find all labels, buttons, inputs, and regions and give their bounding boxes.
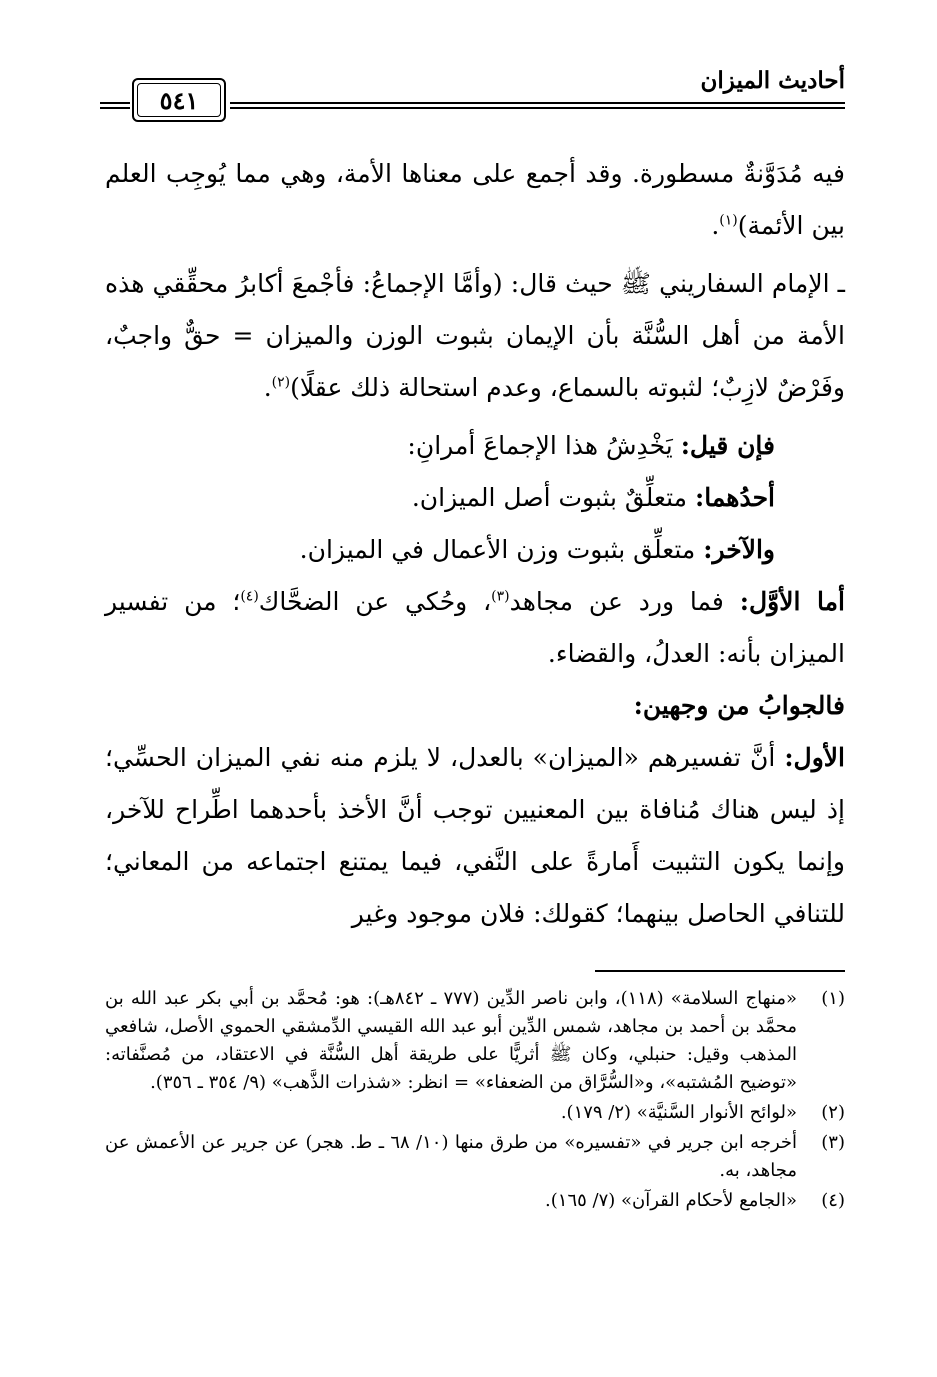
footnote-ref-4: (٤) [240, 588, 259, 605]
page-number: ٥٤١ [137, 83, 221, 117]
footnote-ref-2: (٢) [271, 374, 291, 391]
paragraph-3: فإن قيل: يَخْدِشُ هذا الإجماعَ أمرانِ: [407, 431, 775, 460]
paragraph-5: والآخر: متعلِّق بثبوت وزن الأعمال في الميزان. [299, 535, 775, 564]
footnote-text: «الجامع لأحكام القرآن» (٧/ ١٦٥). [545, 1190, 797, 1211]
header-rule-left [100, 102, 130, 110]
paragraph-2: ـ الإمام السفاريني ﷺ حيث قال: (وأمَّا الإجماعُ: فأجْمعَ أكابرُ محقِّقي هذه الأمة من أهل السُّنَّة بأن الإيمان بثبوت الوزن والميزان = حقٌّ واجبٌ، وفَرْضٌ لازِبٌ؛ لثبوته بالسماع، وعدم استحالة ذلك عقلًا)$^{(٢)}$. [105, 269, 845, 402]
footnote-ref-3: (٣) [491, 588, 510, 605]
paragraph-8: الأول: أنَّ تفسيرهم «الميزان» بالعدل، لا يلزم منه نفي الميزان الحسِّي؛ إذ ليس هناك مُنافاة بين المعنيين توجب أنَّ الأخذ بأحدهما اطِّراح للآخر، وإنما يكون التثبيت أَمارةً على النَّفي، فيما يمتنع اجتماعه من المعاني؛ للتنافي الحاصل بينهما؛ كقولك: فلان موجود وغير [105, 743, 845, 928]
page-number-frame [132, 78, 226, 122]
footnote-4 [105, 1187, 845, 1215]
header-rule [230, 102, 845, 110]
paragraph-4: أحدُهما: متعلِّقٌ بثبوت أصل الميزان. [411, 483, 775, 512]
main-text [105, 148, 845, 940]
page-header [100, 60, 845, 130]
footnote-separator [595, 970, 845, 972]
footnote-3 [105, 1129, 845, 1185]
footnote-number: (٤) [821, 1190, 845, 1211]
footnotes [105, 985, 845, 1217]
paragraph-1: فيه مُدَوَّنةٌ مسطورة. وقد أجمع على معناها الأمة، وهي مما يُوجِب العلم بين الأئمة)$^{(١)}$. [105, 159, 845, 240]
footnote-number: (١) [821, 988, 845, 1009]
footnote-number: (٣) [821, 1132, 845, 1153]
footnote-text: أخرجه ابن جرير في «تفسيره» من طرق منها (١٠/ ٦٨ ـ ط. هجر) عن جرير عن الأعمش عن مجاهد، به. [105, 1132, 797, 1181]
footnote-number: (٢) [821, 1102, 845, 1123]
footnote-text: «لوائح الأنوار السَّنيَّة» (٢/ ١٧٩). [560, 1102, 797, 1123]
footnote-ref-1: (١) [719, 212, 738, 229]
paragraph-6: أما الأوَّل: فما ورد عن مجاهد$^{(٣)}$، وحُكي عن الضحَّاك$^{(٤)}$؛ من تفسير الميزان بأنه: العدلُ، والقضاء. [105, 587, 845, 668]
running-title: أحاديث الميزان [700, 67, 845, 94]
paragraph-7: فالجوابُ من وجهين: [633, 691, 845, 720]
footnote-1 [105, 985, 845, 1097]
footnote-2 [105, 1099, 845, 1127]
footnote-text: «منهاج السلامة» (١١٨)، وابن ناصر الدِّين (٧٧٧ ـ ٨٤٢هـ): هو: مُحمَّد بن أبي بكر عبد الله بن محمَّد بن أحمد بن مجاهد، شمس الدِّين أبو عبد الله القيسي الدِّمشقي الحموي الأصل، شافعي المذهب وقيل: حنبلي، وكان ﷺ أثريًّا على طريقة أهل السُّنَّة في الاعتقاد، من مُصنَّفاته: «توضيح المُشتبه»، و«السُّرَّاق من الضعفاء» = انظر: «شذرات الذَّهب» (٩/ ٣٥٤ ـ ٣٥٦). [105, 988, 797, 1093]
